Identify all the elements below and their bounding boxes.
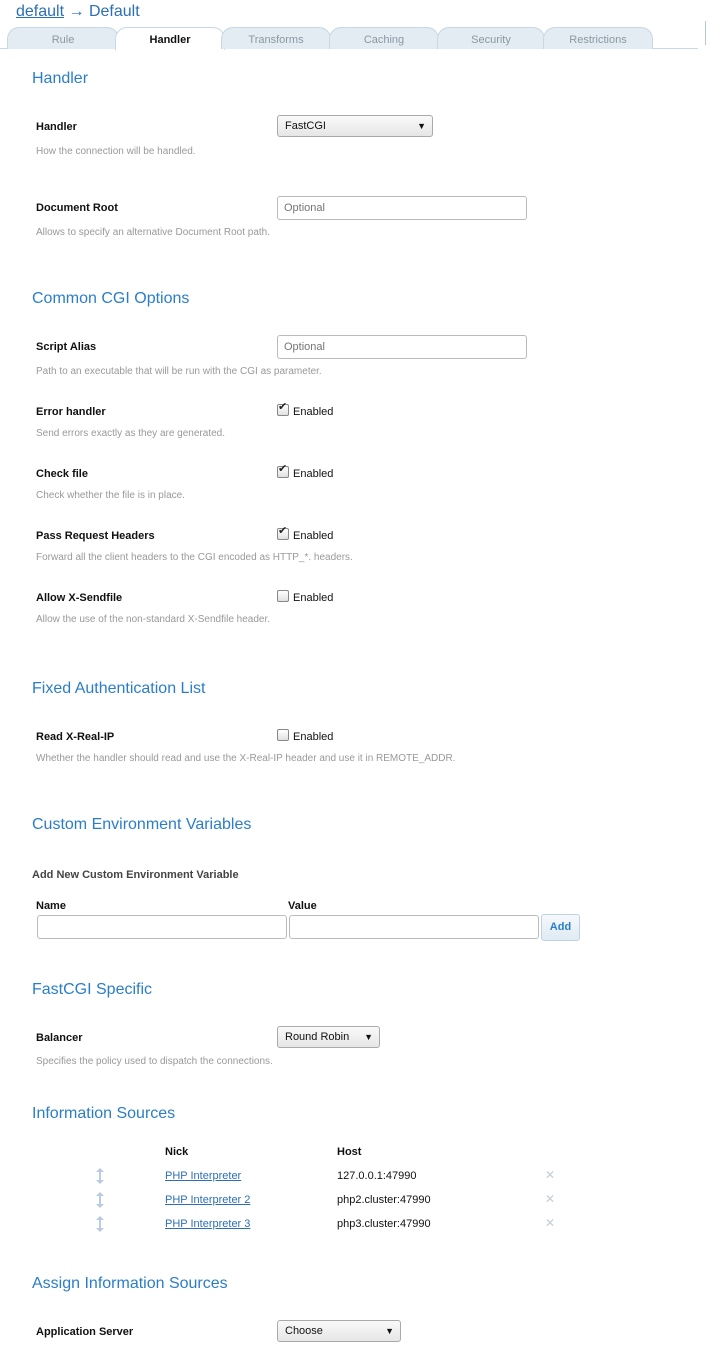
dropdown-arrow-icon: ▼ [364,1032,373,1042]
application-server-label: Application Server [36,1326,134,1338]
tab-bar [0,27,720,49]
x-sendfile-checkbox-row[interactable] [277,590,333,604]
script-alias-input[interactable] [277,335,527,359]
env-value-header: Value [288,900,317,912]
tab-restrictions[interactable]: Restrictions [543,27,653,49]
x-sendfile-label: Allow X-Sendfile [36,592,123,604]
handler-select[interactable] [277,115,433,137]
pass-headers-label: Pass Request Headers [36,530,155,542]
env-name-input[interactable] [37,915,287,939]
read-x-real-ip-label: Read X-Real-IP [36,731,115,743]
delete-x-icon[interactable]: ✕ [545,1168,556,1182]
checkmark-icon: ✔ [278,401,288,413]
x-sendfile-checkbox[interactable] [277,590,289,602]
x-sendfile-help: Allow the use of the non-standard X-Sendfile header. [36,614,271,625]
pass-headers-help: Forward all the client headers to the CGI encoded as HTTP_*. headers. [36,552,353,563]
check-file-checkbox[interactable] [277,463,289,478]
error-handler-label: Error handler [36,406,106,418]
section-title-auth: Fixed Authentication List [32,680,206,697]
breadcrumb-link-default[interactable]: default [16,3,65,20]
read-x-real-ip-enabled-text: Enabled [293,731,334,743]
tab-rule[interactable]: Rule [7,27,119,49]
dropdown-arrow-icon: ▼ [385,1326,394,1336]
application-server-select[interactable] [277,1320,401,1342]
x-sendfile-enabled-text: Enabled [293,592,334,604]
source-host: php2.cluster:47990 [337,1194,431,1206]
section-title-handler: Handler [32,70,89,87]
check-file-help: Check whether the file is in place. [36,490,185,501]
drag-handle-icon[interactable] [95,1216,105,1232]
handler-label: Handler [36,121,77,133]
drag-handle-icon[interactable] [95,1168,105,1184]
pass-headers-checkbox[interactable] [277,525,289,540]
source-host: 127.0.0.1:47990 [337,1170,417,1182]
script-alias-help: Path to an executable that will be run with the CGI as parameter. [36,366,322,377]
tab-transforms[interactable]: Transforms [221,27,331,49]
application-server-select-value: Choose [285,1325,323,1337]
delete-x-icon[interactable]: ✕ [545,1216,556,1230]
checkmark-icon: ✔ [278,463,288,475]
handler-select-value: FastCGI [285,120,326,132]
error-handler-checkbox-row[interactable] [277,401,334,418]
error-handler-help: Send errors exactly as they are generated. [36,428,225,439]
source-host: php3.cluster:47990 [337,1218,431,1230]
source-link-php-interpreter[interactable]: PHP Interpreter [165,1170,242,1182]
drag-handle-icon[interactable] [95,1192,105,1208]
tab-security[interactable]: Security [437,27,545,49]
error-handler-enabled-text: Enabled [293,406,334,418]
docroot-help: Allows to specify an alternative Document Root path. [36,227,271,238]
tab-caching[interactable]: Caching [329,27,439,49]
env-value-input[interactable] [289,915,539,939]
sources-nick-header: Nick [165,1146,189,1158]
balancer-help: Specifies the policy used to dispatch the connections. [36,1056,273,1067]
handler-help: How the connection will be handled. [36,146,196,157]
panel-edge-line [705,21,706,45]
script-alias-label: Script Alias [36,341,97,353]
read-x-real-ip-help: Whether the handler should read and use the X-Real-IP header and use it in REMOTE_ADDR. [36,753,456,764]
source-link-php-interpreter-2[interactable]: PHP Interpreter 2 [165,1194,251,1206]
section-title-fastcgi: FastCGI Specific [32,981,153,998]
balancer-select[interactable] [277,1026,380,1048]
breadcrumb-current: Default [88,3,140,20]
balancer-label: Balancer [36,1032,83,1044]
pass-headers-enabled-text: Enabled [293,530,334,542]
source-link-php-interpreter-3[interactable]: PHP Interpreter 3 [165,1218,251,1230]
section-title-assign: Assign Information Sources [32,1275,228,1292]
dropdown-arrow-icon: ▼ [417,121,426,131]
env-add-subtitle: Add New Custom Environment Variable [32,869,239,881]
pass-headers-checkbox-row[interactable] [277,525,334,542]
error-handler-checkbox[interactable] [277,401,289,416]
delete-x-icon[interactable]: ✕ [545,1192,556,1206]
check-file-checkbox-row[interactable] [277,463,334,480]
breadcrumb-arrow: → [68,3,85,20]
section-title-sources: Information Sources [32,1105,176,1122]
check-file-enabled-text: Enabled [293,468,334,480]
read-x-real-ip-checkbox-row[interactable] [277,729,333,743]
balancer-select-value: Round Robin [285,1031,350,1043]
check-file-label: Check file [36,468,88,480]
tab-handler[interactable]: Handler [115,27,225,50]
checkmark-icon: ✔ [278,525,288,537]
docroot-input[interactable] [277,196,527,220]
read-x-real-ip-checkbox[interactable] [277,729,289,741]
env-add-button[interactable]: Add [541,914,580,941]
section-title-cgi: Common CGI Options [32,290,190,307]
sources-host-header: Host [337,1146,362,1158]
breadcrumb [16,3,216,21]
section-title-env: Custom Environment Variables [32,816,252,833]
docroot-label: Document Root [36,202,118,214]
env-name-header: Name [36,900,66,912]
